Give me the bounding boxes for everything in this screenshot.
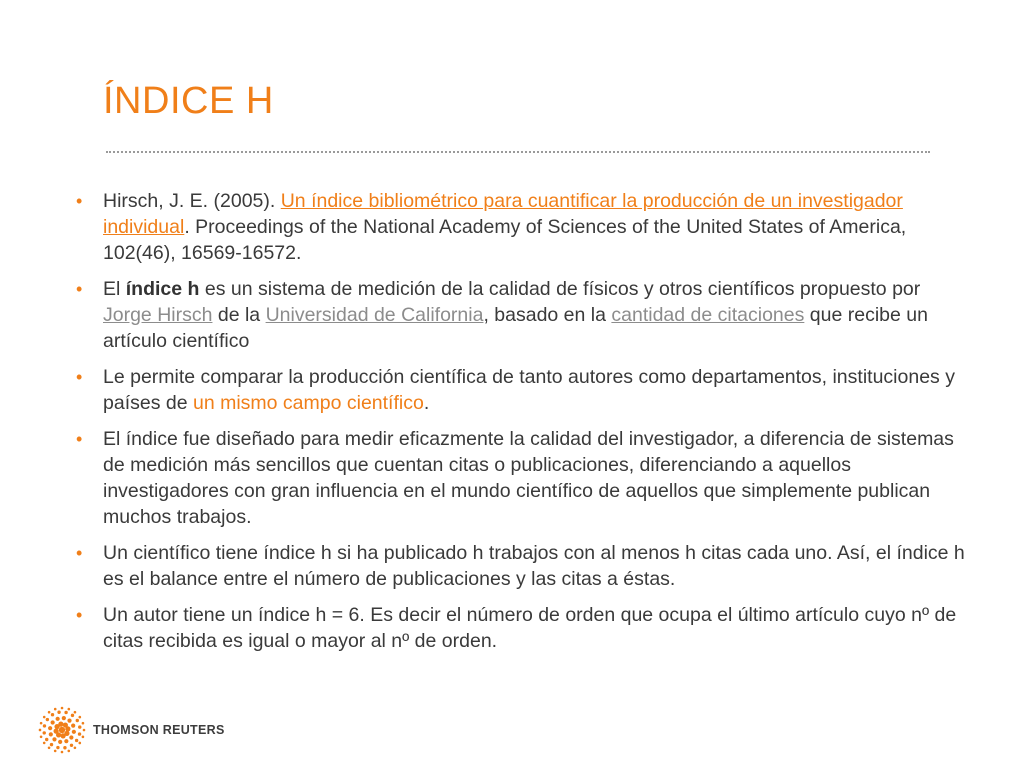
list-item: • Un científico tiene índice h si ha publicado h trabajos con al menos h citas cada uno. Así, el índice h es el balance entre el número de publicaciones y las citas a éstas. bbox=[76, 542, 965, 590]
bullet-icon: • bbox=[76, 191, 83, 211]
reference-link[interactable]: Un índice bibliométrico para cuantificar la producción de un investigador individual bbox=[103, 190, 903, 238]
list-item: • Le permite comparar la producción científica de tanto autores como departamentos, instituciones y países de un mismo campo científico. bbox=[76, 366, 955, 414]
list-item: • El índice h es un sistema de medición de la calidad de físicos y otros científicos propuesto por Jorge Hirsch de la Universidad de California, basado en la cantidad de citaciones que recibe un artículo científico bbox=[76, 278, 928, 352]
thomson-reuters-logo bbox=[38, 706, 238, 754]
logo-text: THOMSON REUTERS bbox=[93, 723, 225, 737]
title-divider bbox=[106, 151, 930, 153]
cantidad-citaciones-link[interactable]: cantidad de citaciones bbox=[611, 304, 805, 326]
highlight-text: un mismo campo científico bbox=[192, 392, 424, 414]
jorge-hirsch-link[interactable]: Jorge Hirsch bbox=[103, 304, 213, 326]
list-item: • El índice fue diseñado para medir eficazmente la calidad del investigador, a diferencia de sistemas de medición más sencillos que cuentan citas o publicaciones, diferenciando a aquellos investigadores con gran influencia en el mundo científico de aquellos que simplemente publican muchos trabajos. bbox=[76, 428, 954, 528]
universidad-california-link[interactable]: Universidad de California bbox=[265, 304, 484, 326]
list-item: • Hirsch, J. E. (2005). Un índice bibliométrico para cuantificar la producción de un investigador individual. Proceedings of the National Academy of Sciences of the United States of America, 102(46), 16569-16572. bbox=[76, 190, 907, 264]
thomson-reuters-dot-logo-icon bbox=[38, 706, 86, 754]
page-title: ÍNDICE H bbox=[103, 80, 274, 122]
bullet-list bbox=[74, 188, 974, 664]
bullet-icon: • bbox=[76, 605, 83, 625]
bullet-icon: • bbox=[76, 429, 83, 449]
bullet-icon: • bbox=[76, 543, 83, 563]
bold-term: índice h bbox=[125, 278, 200, 300]
bullet-icon: • bbox=[76, 279, 83, 299]
list-item: • Un autor tiene un índice h = 6. Es decir el número de orden que ocupa el último artículo cuyo nº de citas recibida es igual o mayor al nº de orden. bbox=[76, 604, 957, 652]
bullet-icon: • bbox=[76, 367, 83, 387]
